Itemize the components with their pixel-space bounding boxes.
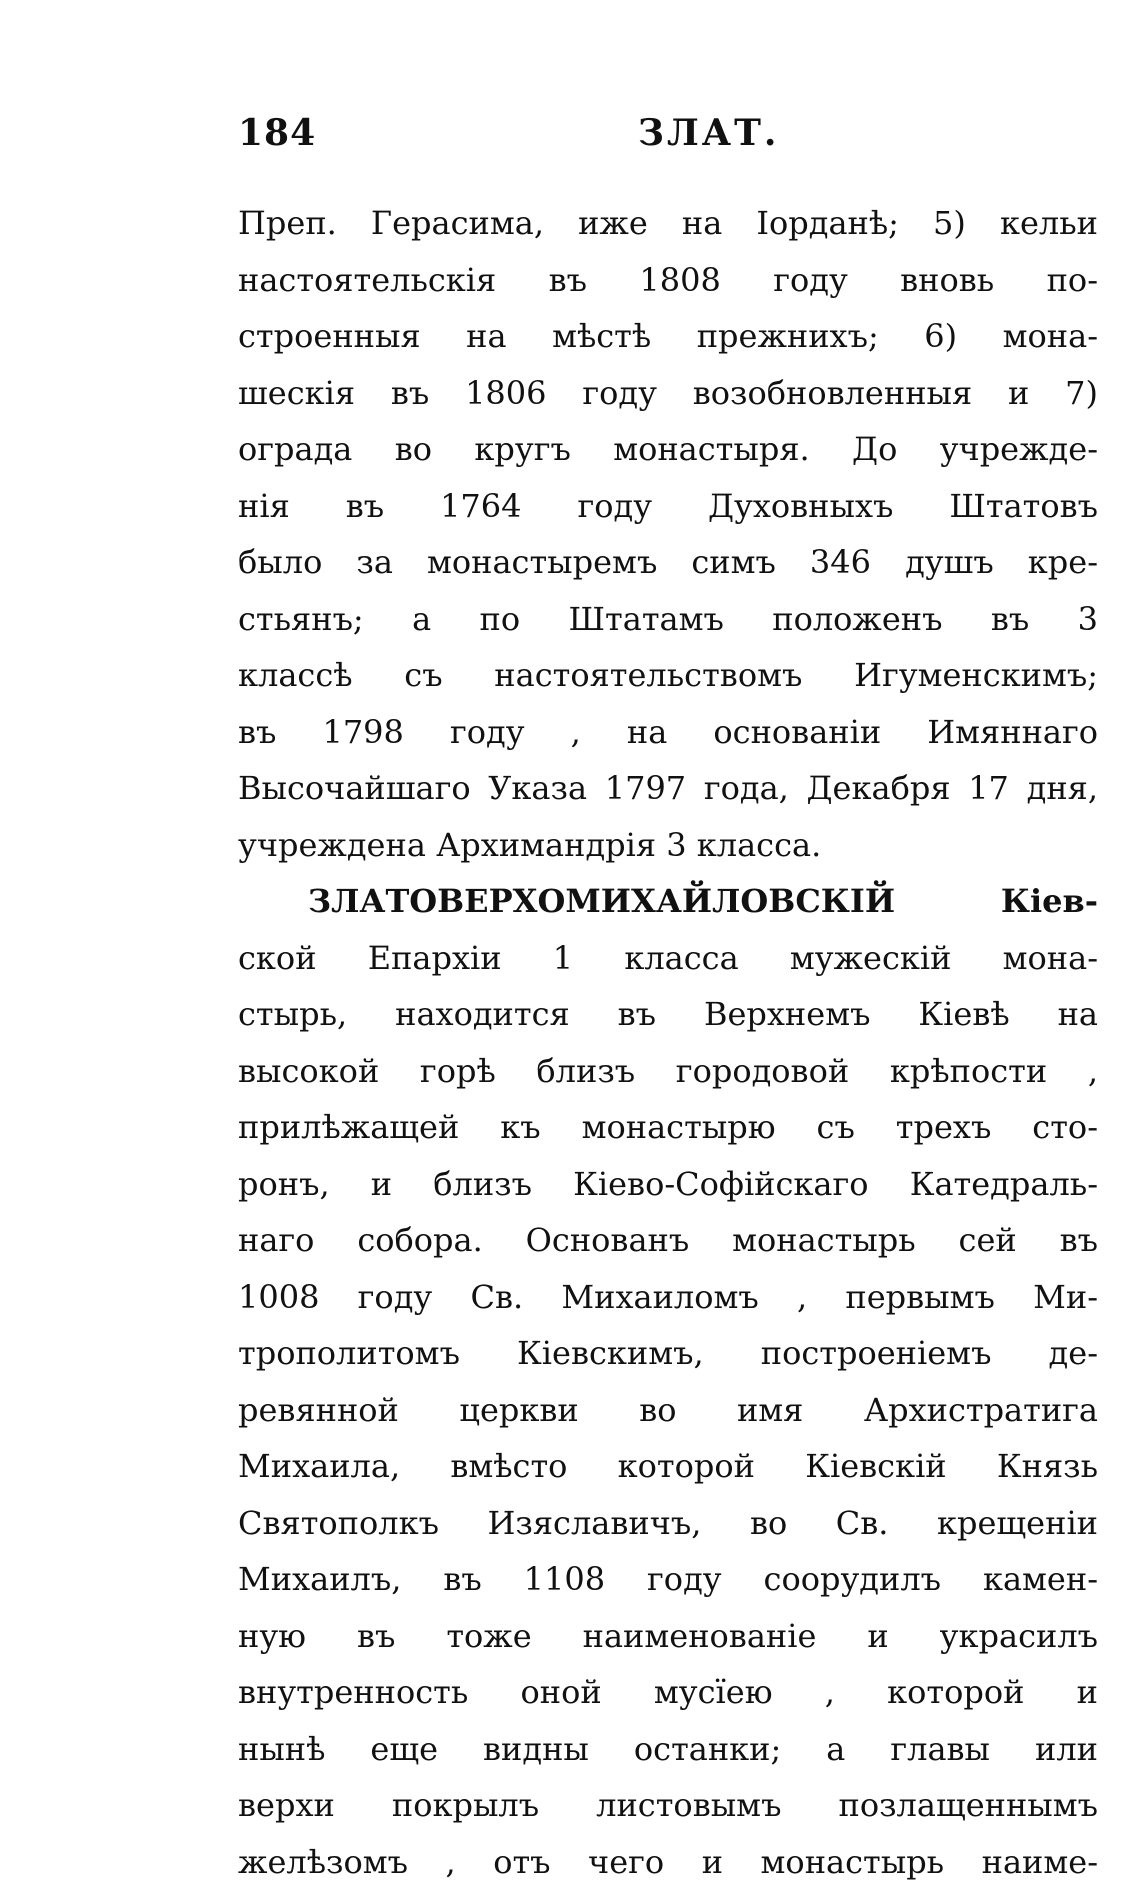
text-line: Михаила, вмѣсто которой Кіевскій Князь (238, 1438, 1098, 1495)
text-line: ревянной церкви во имя Архистратига (238, 1382, 1098, 1439)
text-line: въ 1798 году , на основаніи Имяннаго (238, 704, 1098, 761)
section-title: ЗЛАТ. (638, 112, 779, 154)
entry-heading-line: ЗЛАТОВЕРХОМИХАЙЛОВСКІЙ Кіев- (238, 873, 1098, 930)
running-head (238, 112, 1098, 172)
text-line: 1008 году Св. Михаиломъ , первымъ Ми- (238, 1269, 1098, 1326)
text-line: было за монастыремъ симъ 346 душъ кре- (238, 534, 1098, 591)
text-line: Святополкъ Изяславичъ, во Св. крещеніи (238, 1495, 1098, 1552)
text-line: стьянъ; а по Штатамъ положенъ въ 3 (238, 591, 1098, 648)
page-number: 184 (238, 112, 316, 154)
text-line: Высочайшаго Указа 1797 года, Декабря 17 дня, (238, 760, 1098, 817)
text-line: высокой горѣ близъ городовой крѣпости , (238, 1043, 1098, 1100)
text-line: нія въ 1764 году Духовныхъ Штатовъ (238, 478, 1098, 535)
text-line: ограда во кругъ монастыря. До учрежде- (238, 421, 1098, 478)
text-line: Преп. Герасима, иже на Iорданѣ; 5) кельи (238, 195, 1098, 252)
text-line: шескія въ 1806 году возобновленныя и 7) (238, 365, 1098, 422)
text-line: строенныя на мѣстѣ прежнихъ; 6) мона- (238, 308, 1098, 365)
text-line: ную въ тоже наименованіе и украсилъ (238, 1608, 1098, 1665)
text-line: классѣ съ настоятельствомъ Игуменскимъ; (238, 647, 1098, 704)
text-line: верхи покрылъ листовымъ позлащеннымъ (238, 1777, 1098, 1834)
text-line: настоятельскія въ 1808 году вновь по- (238, 252, 1098, 309)
text-line: прилѣжащей къ монастырю съ трехъ сто- (238, 1099, 1098, 1156)
body-text (238, 195, 1098, 1890)
text-line: внутренность оной мусїею , которой и (238, 1664, 1098, 1721)
text-line: нынѣ еще видны останки; а главы или (238, 1721, 1098, 1778)
text-line: учреждена Архимандрія 3 класса. (238, 817, 1098, 874)
text-line: трополитомъ Кіевскимъ, построеніемъ де- (238, 1325, 1098, 1382)
text-line: ронъ, и близъ Кіево-Софійскаго Катедраль- (238, 1156, 1098, 1213)
text-line: стырь, находится въ Верхнемъ Кіевѣ на (238, 986, 1098, 1043)
text-line: наго собора. Основанъ монастырь сей въ (238, 1212, 1098, 1269)
text-line: ской Епархіи 1 класса мужескій мона- (238, 930, 1098, 987)
text-line: желѣзомъ , отъ чего и монастырь наиме- (238, 1834, 1098, 1890)
text-line: Михаилъ, въ 1108 году соорудилъ камен- (238, 1551, 1098, 1608)
